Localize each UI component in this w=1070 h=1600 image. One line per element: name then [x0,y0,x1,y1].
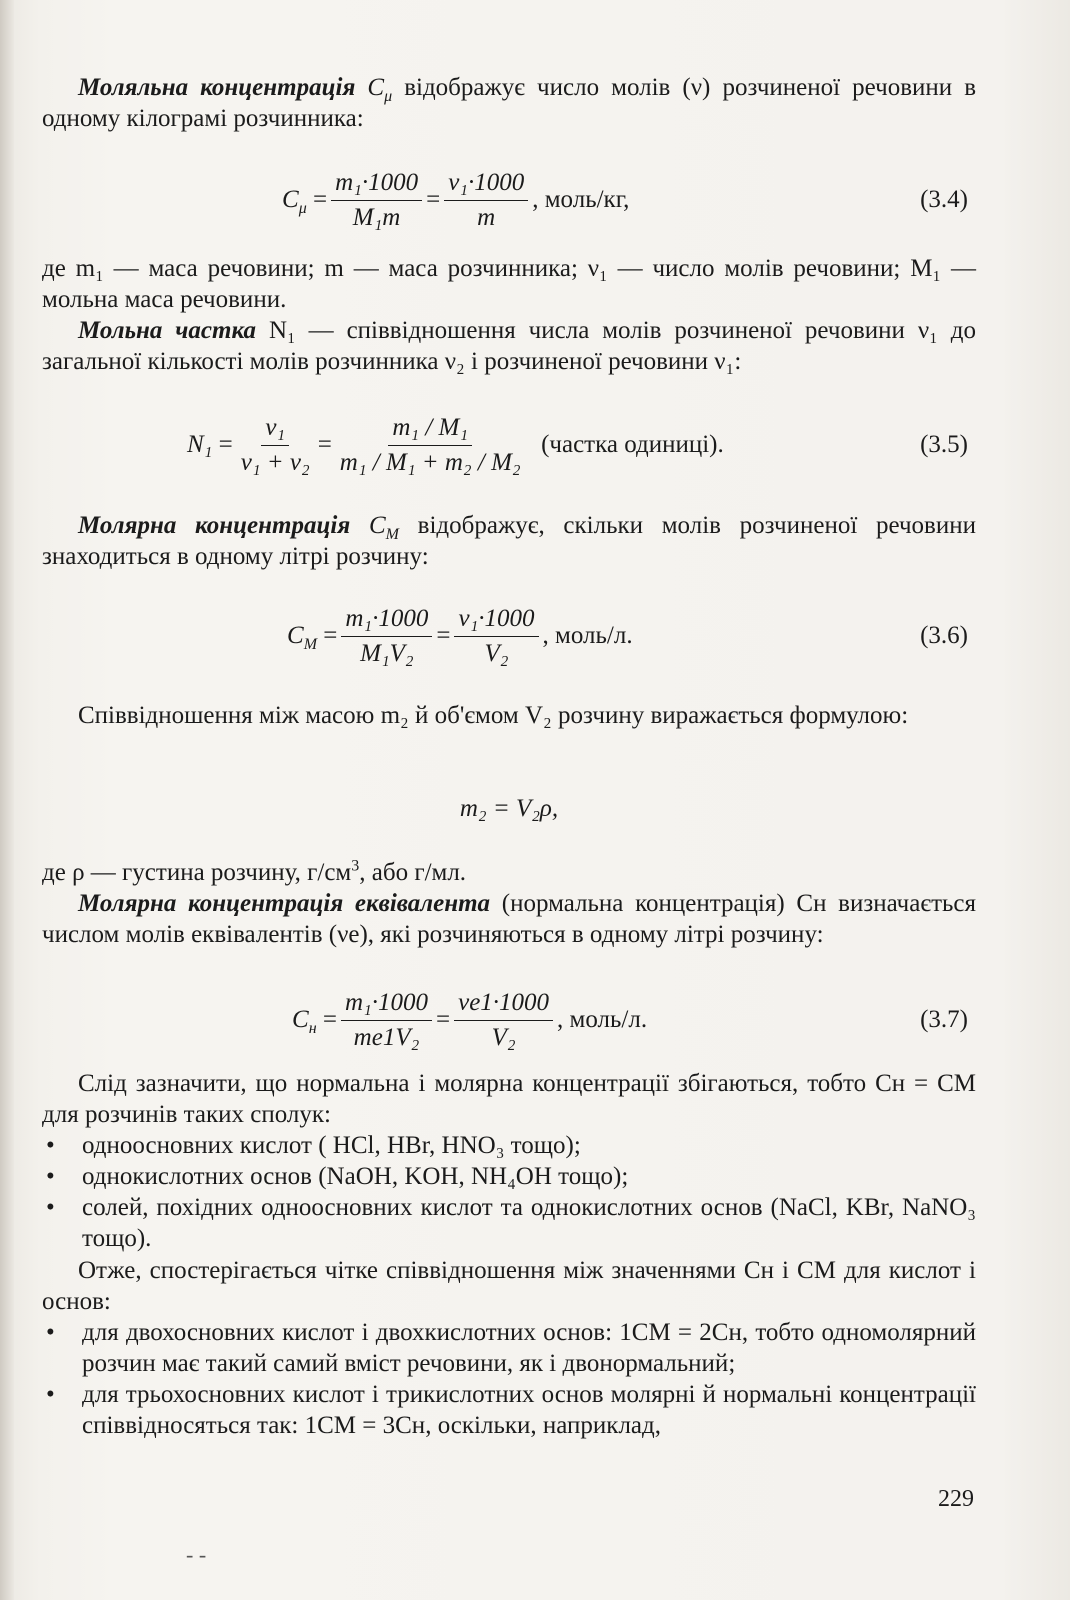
equation-3-7: $C_н$ = $\frac{\text{m₁·1000}}{\text{me1V₂}}$ = $\frac{\nu e1\cdot 1000}{\text{V₂}}$ , моль/л. (3.7) [42,980,976,1060]
fraction: $\frac{\text{m₁ / M₁}}{\text{m₁ / M₁ + m₂ / M₂}}$ [339,413,521,476]
equation-number: (3.5) [920,431,968,458]
eq-unit: , моль/л. [557,1006,648,1033]
molality-definition: відображує число молів (ν) розчиненої речовини в одному кілограмі розчинника: [42,74,977,132]
page-gutter [0,0,14,1600]
fraction: $\frac{\text{m₁·1000}}{\text{me1V₂}}$ [341,988,432,1053]
paragraph-definitions: де m₁ — маса речовини; m — маса розчинника; ν₁ — число молів речовини; M₁ — мольна маса речовини. [42,255,976,313]
list-item: • солей, похідних одноосновних кислот та однокислотних основ (NaCl, KBr, NaNO₃ тощо). [42,1192,976,1254]
fraction: $\frac{\nu e1\cdot 1000}{\text{V₂}}$ [454,988,553,1053]
eq-lhs: N₁ [187,431,213,458]
paragraph-mole-fraction [42,315,976,377]
normality-definition: (нормальна концентрація) Cн визначається числом молів еквівалентів (νe), які розчиняються в одному літрі розчину: [42,890,977,948]
term-molarity: Молярна концентрація [78,512,351,539]
paragraph-molality [42,72,976,134]
equation-number: (3.6) [920,622,968,649]
equation-3-5: N₁ = $\frac{\text{ν₁}}{\text{ν₁ + ν₂}}$ = $\frac{\text{m₁ / M₁}}{\text{m₁ / M₁ + m₂ / M₂}}$ (частка одиниці). (3.5) [42,405,976,485]
paragraph-molarity [42,510,976,572]
molarity-definition: відображує, скільки молів розчиненої речовини знаходиться в одному літрі розчину: [42,512,976,570]
list-item: • одноосновних кислот ( HCl, HBr, HNO₃ тощо); [42,1130,976,1161]
eq-lhs: $C_\mu$ [282,186,307,217]
paragraph-density: де ρ — густина розчину, $г/см^3$, або г/мл. [42,857,467,886]
eq-unit: , моль/кг, [532,186,630,213]
term-molality: Моляльна концентрація [78,74,356,101]
paragraph-relationship: Отже, спостерігається чітке співвідношення між значеннями Cн і CM для кислот і основ: [42,1257,976,1315]
fraction: $\frac{\text{ν₁·1000}}{\text{V₂}}$ [454,604,538,669]
mole-fraction-definition: N₁ — співвідношення числа молів розчиненої речовини ν₁ до загальної кількості молів розчинника ν₂ і розчиненої речовини ν₁: [42,317,976,375]
list-item: • для двохосновних кислот і двохкислотних основ: 1CM = 2Cн, тобто одномолярний розчин має такий самий вміст речовини, як і двонормальний; [42,1317,976,1379]
fraction: $\frac{\text{ν₁}}{\text{ν₁ + ν₂}}$ [240,413,310,476]
equation-3-6: $C_M$ = $\frac{\text{m₁·1000}}{\text{M₁V₂}}$ = $\frac{\text{ν₁·1000}}{\text{V₂}}$ , моль/л. (3.6) [42,596,976,676]
page-number: 229 [938,1486,974,1512]
eq-unit: (частка одиниці). [541,431,724,458]
list-acids-bases [42,1317,976,1441]
equation-number: (3.7) [920,1006,968,1033]
paragraph-mass-volume: Співвідношення між масою m₂ й об'ємом V₂ розчину виражається формулою: [78,702,909,729]
term-mole-fraction: Мольна частка [78,317,257,344]
symbol-cm: $C_M$ [368,512,399,543]
footer-mark: - - [186,1542,207,1567]
list-compounds [42,1130,976,1254]
list-item: • однокислотних основ (NaOH, KOH, NH₄OH тощо); [42,1161,976,1192]
eq-lhs: $C_н$ [292,1006,317,1037]
list-item: • для трьохосновних кислот і трикислотних основ молярні й нормальні концентрації співвідносяться так: 1CM = 3Cн, оскільки, наприклад, [42,1379,976,1441]
equation-3-4: $C_\mu$ = $\frac{\text{m₁·1000}}{\text{M₁m}}$ = $\frac{\text{ν₁·1000}}{m}$ , моль/кг, (3.4) [42,160,976,240]
eq-lhs: $C_M$ [287,622,318,653]
term-normality: Молярна концентрація еквівалента [78,890,491,917]
fraction: $\frac{\text{ν₁·1000}}{m}$ [444,168,528,233]
paragraph-normality [42,888,976,950]
fraction: $\frac{\text{m₁·1000}}{\text{M₁m}}$ [331,168,422,233]
equation-density: m₂ = V₂ρ, [459,795,559,822]
paragraph-equality-note: Слід зазначити, що нормальна і молярна концентрації збігаються, тобто Cн = CM для розчинів таких сполук: [42,1070,976,1128]
equation-number: (3.4) [920,186,968,213]
fraction: $\frac{\text{m₁·1000}}{\text{M₁V₂}}$ [341,604,432,669]
symbol-c: $C_\mu$ [367,74,393,105]
eq-unit: , моль/л. [542,622,633,649]
